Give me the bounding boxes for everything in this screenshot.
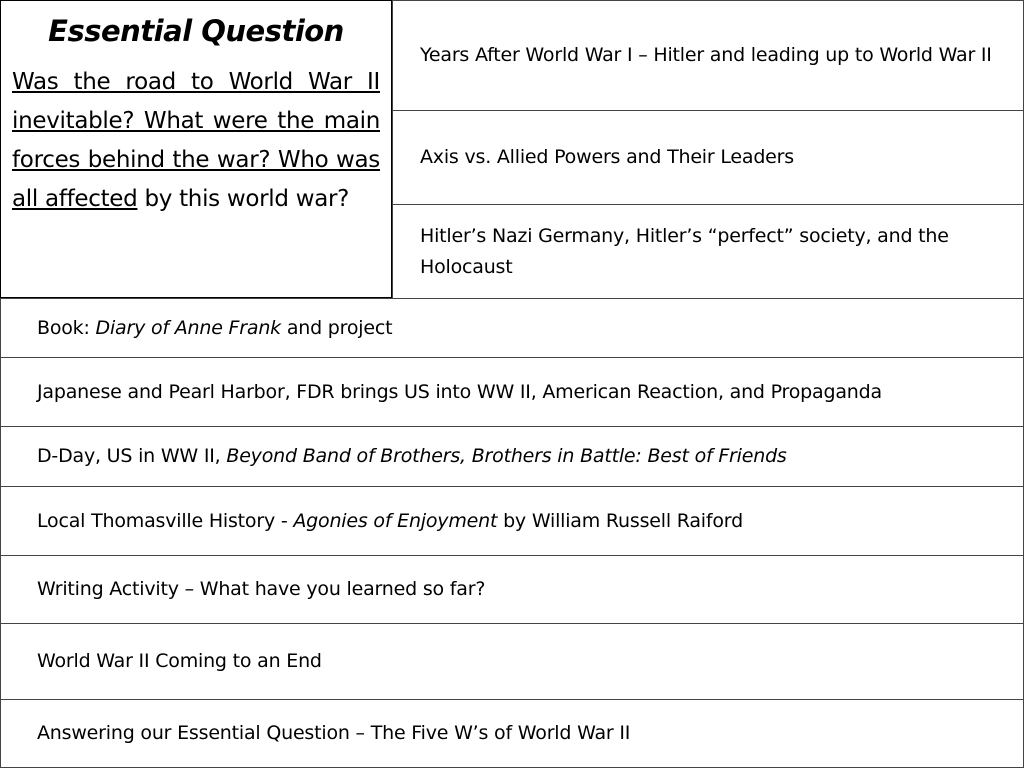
topic-text-3: Hitler’s Nazi Germany, Hitler’s “perfect” society, and the Holocaust — [420, 224, 949, 278]
topic-text-1: Years After World War I – Hitler and leading up to World War II — [420, 44, 992, 66]
topic-text-7 — [37, 506, 743, 537]
topic-text-2: Axis vs. Allied Powers and Their Leaders — [420, 146, 794, 168]
topic-row-2 — [392, 110, 1024, 205]
topic-row-10 — [0, 699, 1024, 768]
topic-text-9: World War II Coming to an End — [37, 650, 322, 672]
topic-row-8 — [0, 555, 1024, 624]
topic-row-7 — [0, 486, 1024, 556]
topic-text-6-title: Beyond Band of Brothers, Brothers in Battle: Best of Friends — [226, 445, 787, 467]
topic-text-5: Japanese and Pearl Harbor, FDR brings US into WW II, American Reaction, and Propaganda — [37, 380, 882, 403]
topic-text-7-title: Agonies of Enjoyment — [293, 509, 498, 532]
essential-question-underlined: Was the road to World War II inevitable? What were the main forces behind the war? Who was all affected — [12, 69, 380, 212]
topic-row-3 — [392, 204, 1024, 299]
topic-text-4-prefix: Book: — [37, 316, 96, 339]
topic-text-4 — [37, 313, 392, 344]
topic-text-7-suffix: by William Russell Raiford — [497, 509, 743, 532]
topic-row-4 — [0, 298, 1024, 358]
essential-question-plain: by this world war? — [137, 186, 350, 212]
topic-row-5 — [0, 357, 1024, 427]
topic-text-10: Answering our Essential Question – The Five W’s of World War II — [37, 722, 631, 744]
topic-text-8: Writing Activity – What have you learned so far? — [37, 578, 486, 600]
topic-row-1 — [392, 0, 1024, 111]
topic-row-9 — [0, 623, 1024, 700]
topic-text-6 — [37, 441, 787, 472]
topic-text-6-prefix: D-Day, US in WW II, — [37, 445, 227, 467]
topic-text-4-suffix: and project — [280, 316, 393, 339]
topic-text-4-title: Diary of Anne Frank — [95, 316, 281, 339]
essential-question-text — [12, 63, 380, 219]
topic-text-7-prefix: Local Thomasville History - — [37, 509, 294, 532]
topic-row-6 — [0, 426, 1024, 487]
essential-question-box — [0, 0, 392, 298]
essential-question-title: Essential Question — [48, 14, 344, 48]
